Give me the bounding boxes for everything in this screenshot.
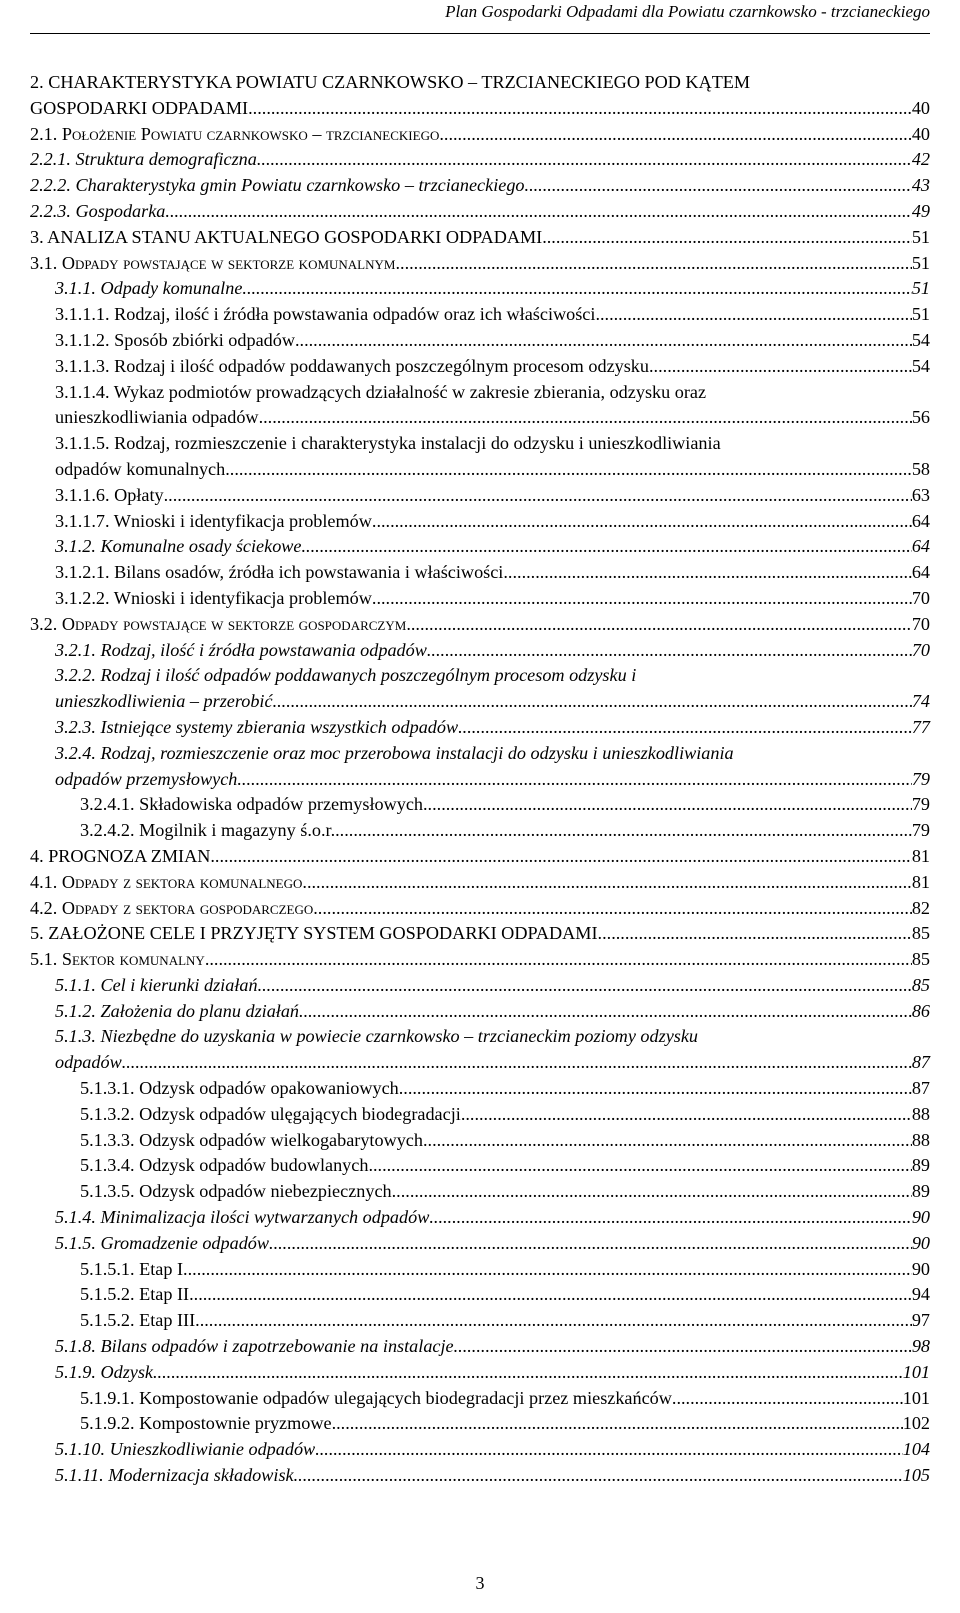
- toc-entry-title: 5.1.11. Modernizacja składowisk: [55, 1465, 294, 1486]
- toc-entry[interactable]: [30, 328, 930, 354]
- toc-entry[interactable]: [30, 199, 930, 225]
- toc-entry-title: 5.1.3.3. Odzysk odpadów wielkogabarytowych: [80, 1129, 423, 1150]
- toc-entry-page: 43: [911, 175, 930, 196]
- toc-leader-dots: [427, 638, 912, 664]
- toc-leader-dots: [598, 921, 912, 947]
- toc-entry-title: 2. CHARAKTERYSTYKA POWIATU CZARNKOWSKO – TRZCIANECKIEGO POD KĄTEM: [30, 72, 751, 92]
- toc-entry-page: 40: [911, 97, 930, 118]
- toc-entry-title: 2.2.1. Struktura demograficzna: [30, 149, 257, 170]
- toc-entry-page: 51: [911, 252, 930, 273]
- toc-entry-title: 5.1.3.2. Odzysk odpadów ulęgających biodegradacji: [80, 1103, 461, 1124]
- toc-entry[interactable]: [30, 147, 930, 173]
- toc-entry-page: 56: [911, 407, 930, 428]
- toc-entry-title: 3.1.2. Komunalne osady ściekowe: [55, 536, 302, 557]
- toc-entry[interactable]: [30, 1282, 930, 1308]
- toc-entry-title-continued: odpadów przemysłowych: [55, 768, 238, 789]
- toc-leader-dots: [189, 1282, 912, 1308]
- toc-entry-page: 104: [902, 1439, 930, 1460]
- toc-entry[interactable]: [30, 921, 930, 947]
- toc-entry[interactable]: [30, 431, 930, 483]
- toc-entry-title: 5.1.5.2. Etap III: [80, 1310, 196, 1331]
- toc-leader-dots: [595, 302, 911, 328]
- toc-entry[interactable]: [30, 715, 930, 741]
- table-of-contents: [30, 70, 930, 1489]
- toc-entry[interactable]: [30, 1334, 930, 1360]
- toc-leader-dots: [269, 1231, 912, 1257]
- toc-leader-dots: [423, 1128, 912, 1154]
- toc-entry-title-continued: unieszkodliwiania odpadów: [55, 407, 259, 428]
- toc-leader-dots: [649, 354, 912, 380]
- toc-leader-dots: [295, 328, 912, 354]
- toc-entry-page: 70: [911, 639, 930, 660]
- toc-leader-dots: [439, 122, 911, 148]
- toc-entry[interactable]: [30, 225, 930, 251]
- toc-entry-title: 3.1.1.2. Sposób zbiórki odpadów: [55, 329, 295, 350]
- toc-entry-page: 98: [911, 1336, 930, 1357]
- toc-entry-title: 5.1.3. Niezbędne do uzyskania w powiecie czarnkowsko – trzcianeckim poziomy odzysku: [55, 1026, 699, 1047]
- toc-entry[interactable]: [30, 276, 930, 302]
- toc-entry-title: 5.1.3.1. Odzysk odpadów opakowaniowych: [80, 1078, 399, 1099]
- toc-entry[interactable]: [30, 844, 930, 870]
- toc-entry-title-continued: unieszkodliwienia – przerobić: [55, 691, 273, 712]
- toc-leader-dots: [302, 870, 911, 896]
- toc-entry-page: 79: [911, 768, 930, 789]
- toc-entry-page: 63: [911, 484, 930, 505]
- toc-leader-dots: [395, 251, 911, 277]
- toc-entry-title: 3.2.4. Rodzaj, rozmieszczenie oraz moc przerobowa instalacji do odzysku i unieszkodliwiania: [55, 742, 734, 763]
- toc-entry[interactable]: [30, 638, 930, 664]
- toc-entry-page: 88: [911, 1103, 930, 1124]
- toc-leader-dots: [302, 534, 912, 560]
- toc-leader-dots: [237, 767, 911, 793]
- toc-leader-dots: [299, 999, 912, 1025]
- toc-entry-title: 3.1.2.2. Wnioski i identyfikacja problemów: [55, 587, 372, 608]
- toc-entry-page: 105: [902, 1465, 930, 1486]
- toc-leader-dots: [392, 1179, 912, 1205]
- toc-entry-title: 3.1.2.1. Bilans osadów, źródła ich powstawania i właściwości: [55, 562, 504, 583]
- toc-entry[interactable]: [30, 509, 930, 535]
- toc-entry-page: 88: [911, 1129, 930, 1150]
- toc-entry-title: 5.1.3.4. Odzysk odpadów budowlanych: [80, 1155, 369, 1176]
- toc-entry-title: 3.1.1.1. Rodzaj, ilość i źródła powstawania odpadów oraz ich właściwości: [55, 304, 596, 325]
- toc-entry[interactable]: [30, 1153, 930, 1179]
- toc-entry[interactable]: [30, 1128, 930, 1154]
- toc-entry-title: 4.1. Odpady z sektora komunalnego: [30, 871, 303, 892]
- toc-entry[interactable]: [30, 1463, 930, 1489]
- toc-leader-dots: [164, 483, 912, 509]
- toc-entry-page: 94: [911, 1284, 930, 1305]
- toc-entry[interactable]: [30, 483, 930, 509]
- toc-entry[interactable]: [30, 896, 930, 922]
- toc-entry[interactable]: [30, 1308, 930, 1334]
- toc-entry-page: 70: [911, 587, 930, 608]
- toc-entry[interactable]: [30, 586, 930, 612]
- toc-entry-title: 3.2.3. Istniejące systemy zbierania wszystkich odpadów: [55, 716, 459, 737]
- toc-entry[interactable]: [30, 122, 930, 148]
- toc-entry-title: 3.2.4.1. Składowiska odpadów przemysłowych: [80, 794, 423, 815]
- toc-entry-page: 97: [911, 1310, 930, 1331]
- toc-leader-dots: [313, 896, 912, 922]
- toc-entry-page: 54: [911, 329, 930, 350]
- toc-leader-dots: [294, 1463, 903, 1489]
- toc-leader-dots: [335, 818, 912, 844]
- toc-entry[interactable]: [30, 1437, 930, 1463]
- toc-leader-dots: [672, 1386, 903, 1412]
- toc-entry-title: 3.2.4.2. Mogilnik i magazyny ś.o.r.: [80, 820, 336, 841]
- toc-entry-page: 64: [911, 562, 930, 583]
- toc-entry-page: 102: [902, 1413, 930, 1434]
- toc-entry[interactable]: [30, 1411, 930, 1437]
- toc-leader-dots: [503, 560, 911, 586]
- toc-entry-page: 74: [911, 691, 930, 712]
- toc-entry[interactable]: [30, 612, 930, 638]
- toc-leader-dots: [195, 1308, 912, 1334]
- toc-entry[interactable]: [30, 173, 930, 199]
- toc-entry[interactable]: [30, 1102, 930, 1128]
- toc-entry-title: 3.1. Odpady powstające w sektorze komunalnym: [30, 252, 396, 273]
- toc-entry-page: 90: [911, 1258, 930, 1279]
- toc-entry-page: 85: [911, 949, 930, 970]
- toc-leader-dots: [454, 1334, 912, 1360]
- toc-entry-title: 5.1.5.2. Etap II: [80, 1284, 190, 1305]
- toc-leader-dots: [429, 1205, 911, 1231]
- toc-entry-title: 5. ZAŁOŻONE CELE I PRZYJĘTY SYSTEM GOSPODARKI ODPADAMI: [30, 923, 598, 944]
- toc-entry-title: 5.1.2. Założenia do planu działań: [55, 1000, 300, 1021]
- toc-entry-page: 51: [911, 278, 930, 299]
- toc-entry-page: 101: [902, 1387, 930, 1408]
- toc-entry-page: 101: [902, 1361, 930, 1382]
- toc-entry[interactable]: [30, 534, 930, 560]
- toc-entry-title: 5.1.5.1. Etap I: [80, 1258, 184, 1279]
- toc-entry-page: 51: [911, 304, 930, 325]
- toc-entry-title: 3.1.1.4. Wykaz podmiotów prowadzących działalność w zakresie zbierania, odzysku oraz: [55, 381, 707, 402]
- toc-entry[interactable]: [30, 302, 930, 328]
- toc-leader-dots: [273, 689, 912, 715]
- page-number: 3: [475, 1573, 485, 1593]
- toc-entry-title: 5.1.9.2. Kompostownie pryzmowe: [80, 1413, 332, 1434]
- toc-entry-title: 5.1.8. Bilans odpadów i zapotrzebowanie na instalacje: [55, 1336, 454, 1357]
- toc-entry-page: 40: [911, 123, 930, 144]
- toc-entry[interactable]: [30, 999, 930, 1025]
- toc-entry-title: 4. PROGNOZA ZMIAN: [30, 845, 211, 866]
- toc-leader-dots: [205, 947, 912, 973]
- toc-entry[interactable]: [30, 1179, 930, 1205]
- toc-entry-title-continued: GOSPODARKI ODPADAMI.: [30, 97, 253, 118]
- toc-entry-page: 49: [911, 200, 930, 221]
- toc-entry[interactable]: [30, 380, 930, 432]
- toc-entry-title: 5.1.9.1. Kompostowanie odpadów ulegających biodegradacji przez mieszkańców: [80, 1387, 672, 1408]
- toc-entry[interactable]: [30, 1076, 930, 1102]
- toc-leader-dots: [165, 199, 911, 225]
- toc-entry[interactable]: [30, 1024, 930, 1076]
- toc-entry-title: 5.1.5. Gromadzenie odpadów: [55, 1232, 270, 1253]
- toc-entry-title-continued: odpadów: [55, 1052, 122, 1073]
- toc-entry-page: 87: [911, 1052, 930, 1073]
- toc-entry-page: 89: [911, 1155, 930, 1176]
- toc-entry-page: 51: [911, 226, 930, 247]
- toc-entry-page: 85: [911, 923, 930, 944]
- toc-entry[interactable]: [30, 818, 930, 844]
- toc-leader-dots: [423, 792, 912, 818]
- toc-entry-title: 3.2.2. Rodzaj i ilość odpadów poddawanych poszczególnym procesom odzysku i: [55, 665, 637, 686]
- toc-entry[interactable]: [30, 792, 930, 818]
- toc-entry-title: 5.1.4. Minimalizacja ilości wytwarzanych odpadów: [55, 1207, 430, 1228]
- toc-leader-dots: [368, 1153, 911, 1179]
- toc-leader-dots: [399, 1076, 912, 1102]
- toc-leader-dots: [332, 1411, 903, 1437]
- toc-entry[interactable]: [30, 560, 930, 586]
- toc-entry-title: 3. ANALIZA STANU AKTUALNEGO GOSPODARKI ODPADAMI: [30, 226, 543, 247]
- toc-leader-dots: [315, 1437, 903, 1463]
- toc-leader-dots: [183, 1257, 912, 1283]
- toc-entry-page: 58: [911, 458, 930, 479]
- header-rule: [30, 33, 930, 34]
- toc-leader-dots: [461, 1102, 912, 1128]
- toc-leader-dots: [542, 225, 912, 251]
- toc-entry-page: 90: [911, 1232, 930, 1253]
- toc-entry[interactable]: [30, 70, 930, 122]
- toc-leader-dots: [122, 1050, 912, 1076]
- toc-entry-page: 90: [911, 1207, 930, 1228]
- toc-leader-dots: [458, 715, 912, 741]
- toc-entry-title: 3.1.1. Odpady komunalne: [55, 278, 243, 299]
- toc-leader-dots: [253, 96, 912, 122]
- toc-entry-title: 5.1.9. Odzysk: [55, 1361, 153, 1382]
- toc-entry[interactable]: [30, 1360, 930, 1386]
- toc-entry[interactable]: [30, 1257, 930, 1283]
- toc-entry-page: 79: [911, 794, 930, 815]
- toc-leader-dots: [525, 173, 912, 199]
- toc-entry-title: 3.1.1.5. Rodzaj, rozmieszczenie i charakterystyka instalacji do odzysku i unieszkodliwiania: [55, 433, 721, 454]
- toc-entry-title: 4.2. Odpady z sektora gospodarczego: [30, 897, 314, 918]
- toc-entry-title: 5.1.3.5. Odzysk odpadów niebezpiecznych: [80, 1181, 392, 1202]
- toc-entry-page: 77: [911, 716, 930, 737]
- toc-entry-title: 5.1.10. Unieszkodliwianie odpadów: [55, 1439, 316, 1460]
- toc-entry-page: 54: [911, 355, 930, 376]
- toc-entry-title: 2.2.3. Gospodarka: [30, 200, 166, 221]
- toc-entry-title: 3.2.1. Rodzaj, ilość i źródła powstawania odpadów: [55, 639, 427, 660]
- toc-entry[interactable]: [30, 1205, 930, 1231]
- toc-entry-title: 3.2. Odpady powstające w sektorze gospodarczym: [30, 613, 407, 634]
- toc-entry-title: 2.2.2. Charakterystyka gmin Powiatu czarnkowsko – trzcianeckiego: [30, 175, 525, 196]
- toc-leader-dots: [242, 276, 911, 302]
- toc-leader-dots: [225, 457, 912, 483]
- toc-entry-page: 89: [911, 1181, 930, 1202]
- toc-entry-page: 64: [911, 510, 930, 531]
- toc-entry[interactable]: [30, 741, 930, 793]
- toc-entry-page: 87: [911, 1078, 930, 1099]
- toc-leader-dots: [406, 612, 912, 638]
- toc-entry-page: 64: [911, 536, 930, 557]
- toc-entry[interactable]: [30, 663, 930, 715]
- toc-entry-title: 5.1. Sektor komunalny: [30, 949, 205, 970]
- toc-entry-title: 3.1.1.3. Rodzaj i ilość odpadów poddawanych poszczególnym procesom odzysku: [55, 355, 649, 376]
- toc-entry-title-continued: odpadów komunalnych: [55, 458, 226, 479]
- toc-entry-page: 79: [911, 820, 930, 841]
- toc-entry[interactable]: [30, 251, 930, 277]
- toc-entry-page: 81: [911, 845, 930, 866]
- running-header: Plan Gospodarki Odpadami dla Powiatu czarnkowsko - trzcianeckiego: [445, 2, 930, 21]
- toc-entry-page: 42: [911, 149, 930, 170]
- toc-entry[interactable]: [30, 973, 930, 999]
- toc-entry[interactable]: [30, 1231, 930, 1257]
- toc-leader-dots: [210, 844, 911, 870]
- toc-entry[interactable]: [30, 870, 930, 896]
- toc-leader-dots: [372, 509, 912, 535]
- toc-leader-dots: [372, 586, 912, 612]
- toc-entry-title: 3.1.1.7. Wnioski i identyfikacja problemów: [55, 510, 372, 531]
- toc-entry-page: 70: [911, 613, 930, 634]
- toc-entry-page: 85: [911, 974, 930, 995]
- toc-entry[interactable]: [30, 947, 930, 973]
- toc-entry-title: 2.1. Położenie Powiatu czarnkowsko – trzcianeckiego: [30, 123, 440, 144]
- toc-leader-dots: [257, 147, 912, 173]
- toc-entry-title: 5.1.1. Cel i kierunki działań: [55, 974, 258, 995]
- toc-leader-dots: [258, 973, 912, 999]
- toc-entry[interactable]: [30, 1386, 930, 1412]
- toc-entry-page: 81: [911, 871, 930, 892]
- toc-entry-page: 86: [911, 1000, 930, 1021]
- toc-entry-page: 82: [911, 897, 930, 918]
- toc-entry-title: 3.1.1.6. Opłaty: [55, 484, 164, 505]
- toc-leader-dots: [153, 1360, 903, 1386]
- toc-leader-dots: [259, 405, 912, 431]
- toc-entry[interactable]: [30, 354, 930, 380]
